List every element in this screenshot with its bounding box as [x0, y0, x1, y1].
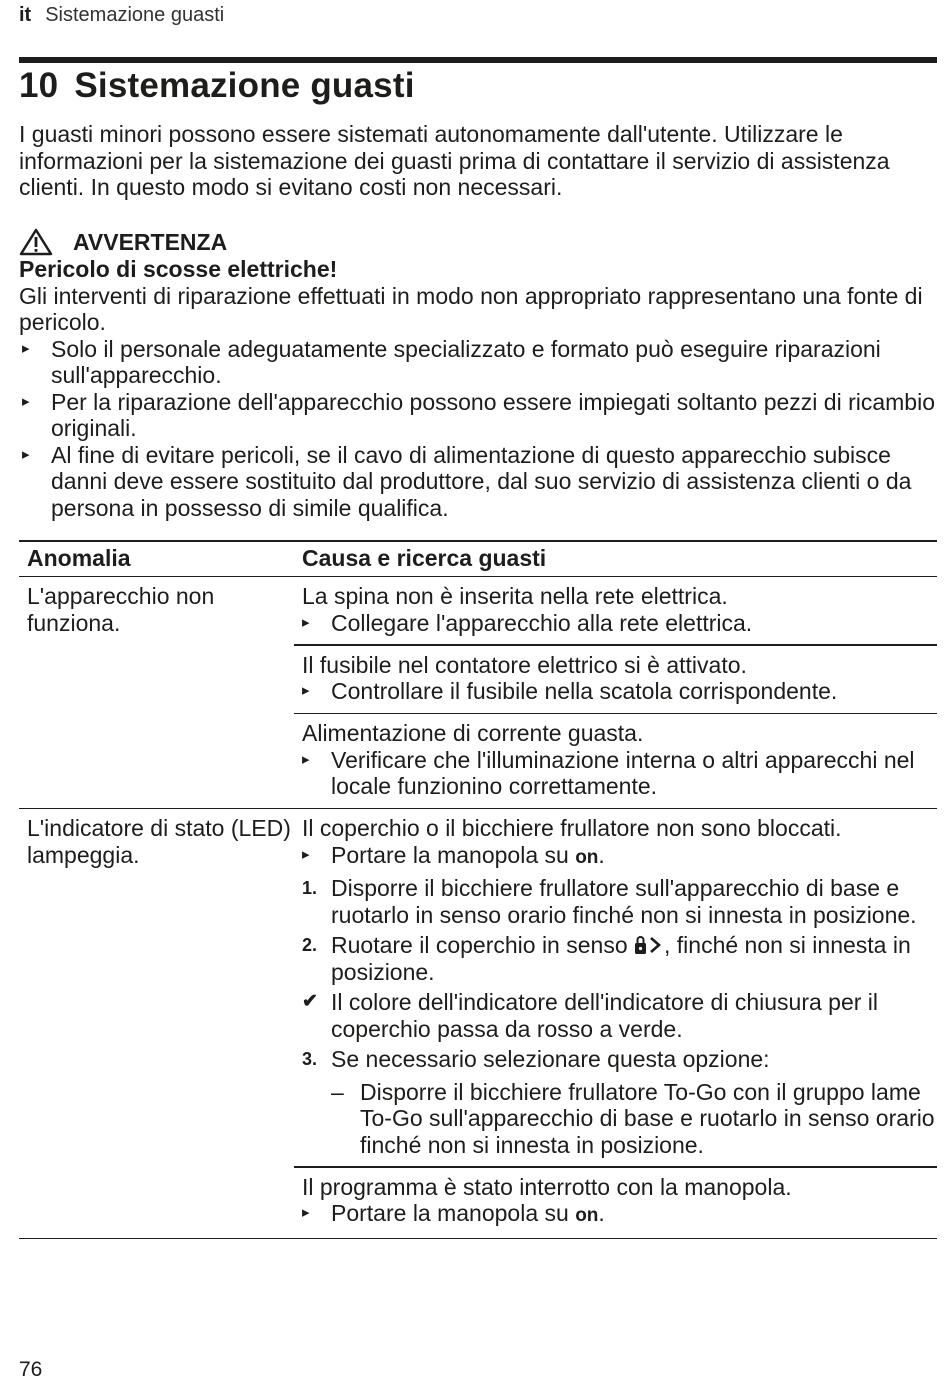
intro-paragraph: I guasti minori possono essere sistemati autonomamente dall'utente. Utilizzare le informazioni per la sistemazione dei guasti prima di contattare il servizio di assistenza clienti. In questo modo si evitano costi non necessari.	[19, 121, 890, 200]
cause-entry: Il fusibile nel contatore elettrico si è attivato. ▸ Controllare il fusibile nella scatola corrispondente.	[302, 651, 838, 704]
step-2: 2. Ruotare il coperchio in senso , finché non si innesta in posizione.	[302, 932, 911, 985]
table-row	[19, 577, 937, 808]
chapter-number: 10	[19, 66, 59, 105]
warning-block	[19, 228, 937, 521]
chapter-title	[19, 66, 415, 106]
step-3: 3. Se necessario selezionare questa opzione:	[302, 1046, 770, 1072]
warning-title	[19, 228, 937, 256]
step-1: 1. Disporre il bicchiere frullatore sull'apparecchio di base e ruotarlo in senso orario finché non si innesta in posizione.	[302, 875, 917, 928]
header-section: Sistemazione guasti	[45, 4, 225, 26]
bullet-arrow-icon: ▸	[22, 392, 30, 410]
bullet-arrow-icon: ▸	[22, 445, 30, 463]
bullet-arrow-icon: ▸	[302, 750, 310, 768]
col-cause-header: Causa e ricerca guasti	[302, 545, 547, 571]
table-row	[19, 809, 937, 1238]
warning-item: ▸ Solo il personale adeguatamente specializzato e formato può eseguire riparazioni sull'apparecchio.	[19, 336, 937, 389]
bullet-arrow-icon: ▸	[302, 613, 310, 631]
troubleshooting-table	[19, 540, 937, 1239]
cause-entry: Alimentazione di corrente guasta. ▸ Verificare che l'illuminazione interna o altri apparecchi nel locale funzionino correttamente.	[302, 720, 915, 799]
on-label: on	[575, 1205, 599, 1226]
col-anomaly-header: Anomalia	[27, 545, 131, 571]
option-item: – Disporre il bicchiere frullatore To-Go con il gruppo lame To-Go sull'apparecchio di base e ruotarlo in senso orario finché non si innesta in posizione.	[331, 1078, 935, 1158]
chapter-title-text: Sistemazione guasti	[74, 66, 415, 105]
cause-cell	[294, 577, 937, 808]
on-label: on	[575, 846, 599, 868]
cause-entry: Il programma è stato interrotto con la manopola. ▸ Portare la manopola su on.	[294, 1168, 937, 1238]
bullet-arrow-icon: ▸	[302, 1204, 310, 1221]
anomaly-cell: L'apparecchio non funziona.	[27, 583, 215, 636]
bullet-arrow-icon: ▸	[302, 682, 310, 699]
cause-entry: Il coperchio o il bicchiere frullatore non sono bloccati. ▸ Portare la manopola su on. 1. Disporre il bicchiere frullatore sull'apparecchio di base e ruotarlo in senso orario finché non si innesta in posizione. 2. Ruotare il coperchio in senso , finché non si innesta in posizione. ✔ Il colore dell'indicatore dell'indicatore di chiusura per il coperchio passa da rosso a verde. 3. Se necessario selezionare questa opzione: – Disporre il bicchiere frullatore To-Go con il gruppo lame To-Go sull'apparecchio di base e ruotarlo in senso orario finché non si innesta in posizione.	[294, 809, 937, 1166]
header-rule	[19, 57, 937, 63]
warning-triangle-icon	[19, 228, 53, 256]
bullet-arrow-icon: ▸	[302, 845, 310, 863]
warning-label: AVVERTENZA	[73, 228, 228, 255]
bullet-arrow-icon: ▸	[22, 339, 30, 357]
warning-heading: Pericolo di scosse elettriche!	[19, 256, 338, 282]
running-header	[19, 4, 224, 27]
check-icon: ✔	[302, 991, 318, 1012]
table-header	[19, 542, 937, 576]
cause-entry: La spina non è inserita nella rete elettrica. ▸ Collegare l'apparecchio alla rete elettrica.	[302, 583, 753, 636]
table-bottom-rule	[19, 1238, 937, 1240]
result-check: ✔ Il colore dell'indicatore dell'indicatore di chiusura per il coperchio passa da rosso a verde.	[302, 989, 879, 1042]
anomaly-cell: L'indicatore di stato (LED) lampeggia.	[27, 815, 291, 868]
warning-item: ▸ Per la riparazione dell'apparecchio possono essere impiegati soltanto pezzi di ricambio originali.	[19, 389, 937, 442]
warning-item: ▸ Al fine di evitare pericoli, se il cavo di alimentazione di questo apparecchio subisce danni deve essere sostituito dal produttore, dal suo servizio di assistenza clienti o da persona in possesso di simile qualifica.	[19, 442, 937, 522]
lock-arrow-icon	[634, 935, 664, 955]
warning-text: Gli interventi di riparazione effettuati in modo non appropriato rappresentano una fonte di pericolo.	[19, 282, 923, 335]
page-number: 76	[19, 1358, 43, 1381]
cause-cell	[294, 809, 937, 1238]
language-code: it	[19, 4, 32, 26]
